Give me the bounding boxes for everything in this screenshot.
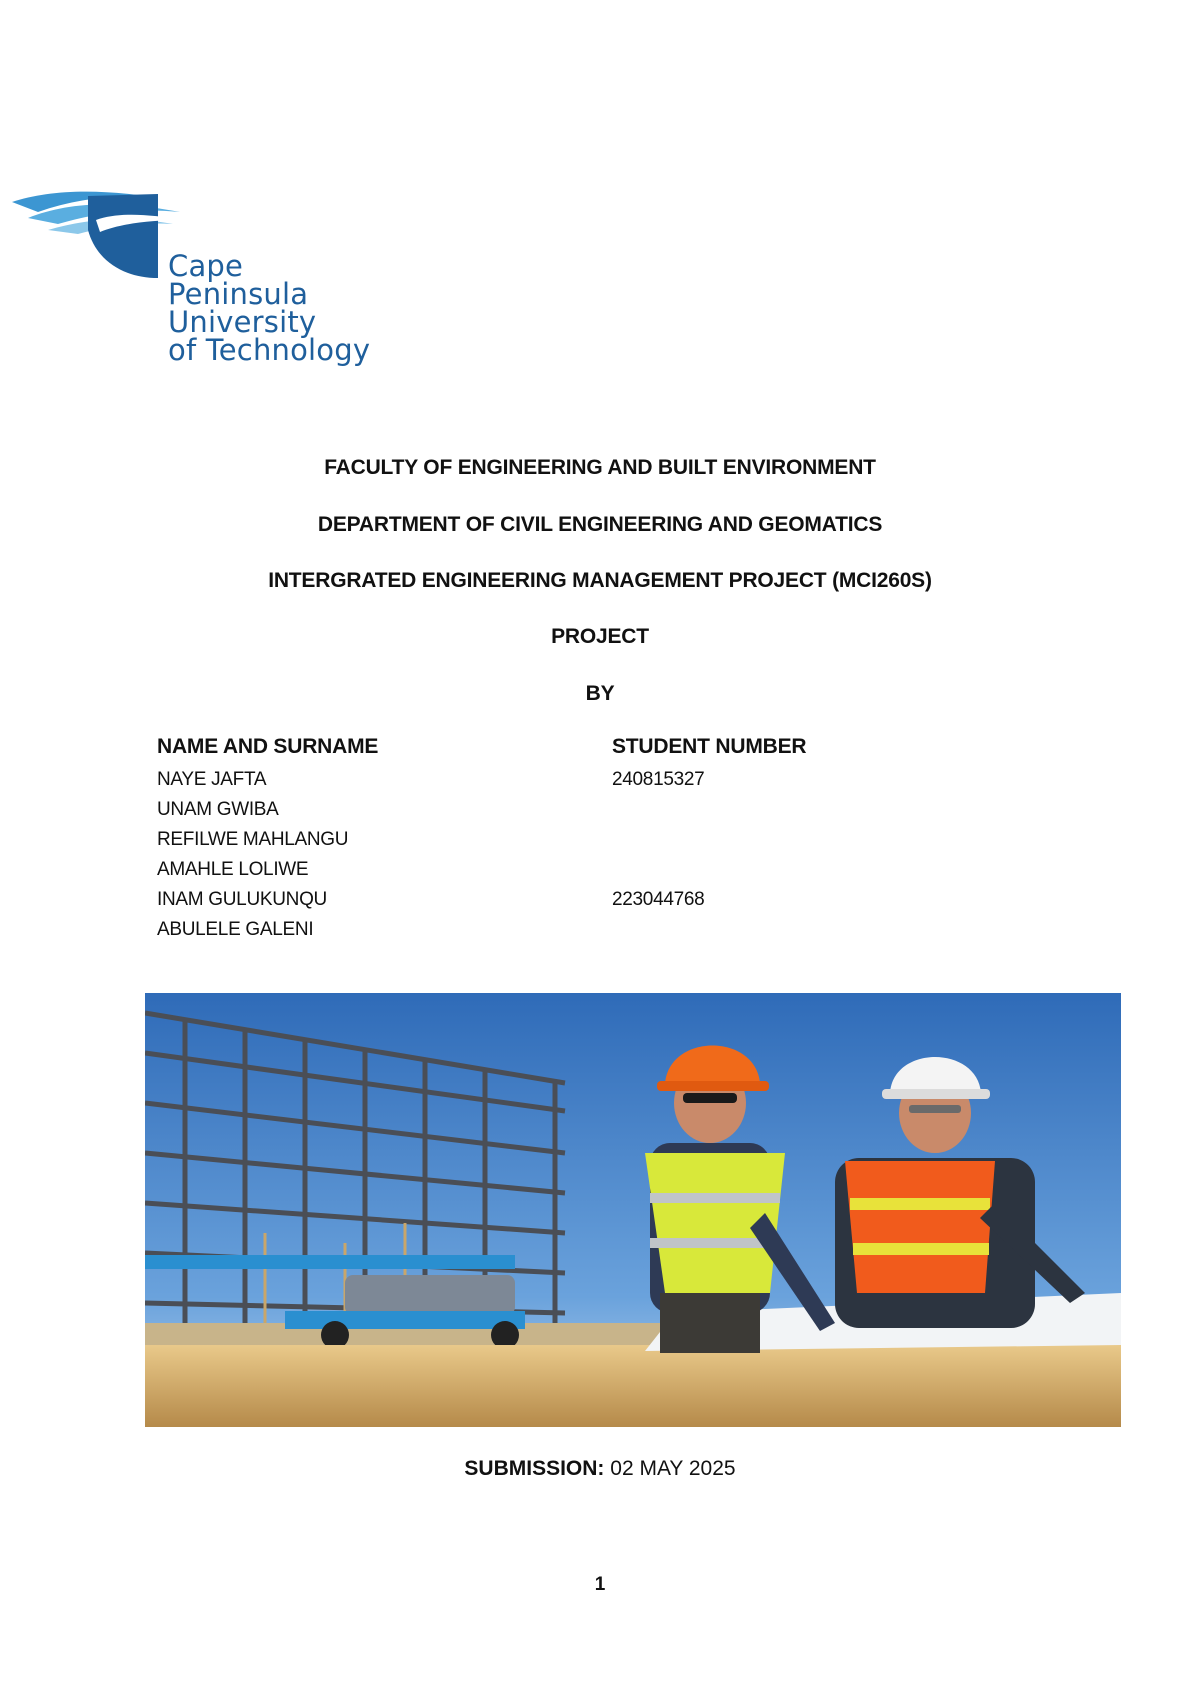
- member-row: [157, 769, 957, 799]
- page-number: 1: [594, 1574, 606, 1595]
- member-name: NAYE JAFTA: [157, 769, 267, 790]
- member-row: [157, 859, 957, 889]
- member-name: REFILWE MAHLANGU: [157, 829, 349, 850]
- member-row: [157, 889, 957, 919]
- member-row: [157, 799, 957, 829]
- logo-line-2: Peninsula: [168, 277, 309, 311]
- logo-line-4: of Technology: [168, 333, 371, 367]
- faculty-heading: FACULTY OF ENGINEERING AND BUILT ENVIRONMENT: [324, 456, 876, 479]
- member-name: ABULELE GALENI: [157, 919, 314, 940]
- member-name: UNAM GWIBA: [157, 799, 279, 820]
- course-heading: INTERGRATED ENGINEERING MANAGEMENT PROJECT (MCI260S): [268, 569, 932, 592]
- member-student-number: 240815327: [612, 769, 705, 790]
- project-heading: PROJECT: [551, 625, 649, 648]
- logo-line-1: Cape: [168, 249, 244, 283]
- submission-line: [0, 1457, 1200, 1481]
- university-wordmark: [168, 249, 371, 367]
- member-row: [157, 829, 957, 859]
- submission-label: SUBMISSION:: [464, 1457, 605, 1480]
- construction-workers-photo: [145, 993, 1121, 1427]
- name-column-header: NAME AND SURNAME: [157, 735, 379, 758]
- member-student-number: 223044768: [612, 889, 705, 910]
- member-name: INAM GULUKUNQU: [157, 889, 327, 910]
- member-name: AMAHLE LOLIWE: [157, 859, 309, 880]
- university-logo-mark: [8, 190, 188, 290]
- university-logo: [8, 190, 458, 380]
- member-row: [157, 919, 957, 949]
- by-heading: BY: [585, 682, 615, 705]
- submission-date: 02 MAY 2025: [610, 1457, 736, 1480]
- student-number-column-header: STUDENT NUMBER: [612, 735, 807, 758]
- department-heading: DEPARTMENT OF CIVIL ENGINEERING AND GEOMATICS: [317, 513, 883, 536]
- logo-line-3: University: [168, 305, 317, 339]
